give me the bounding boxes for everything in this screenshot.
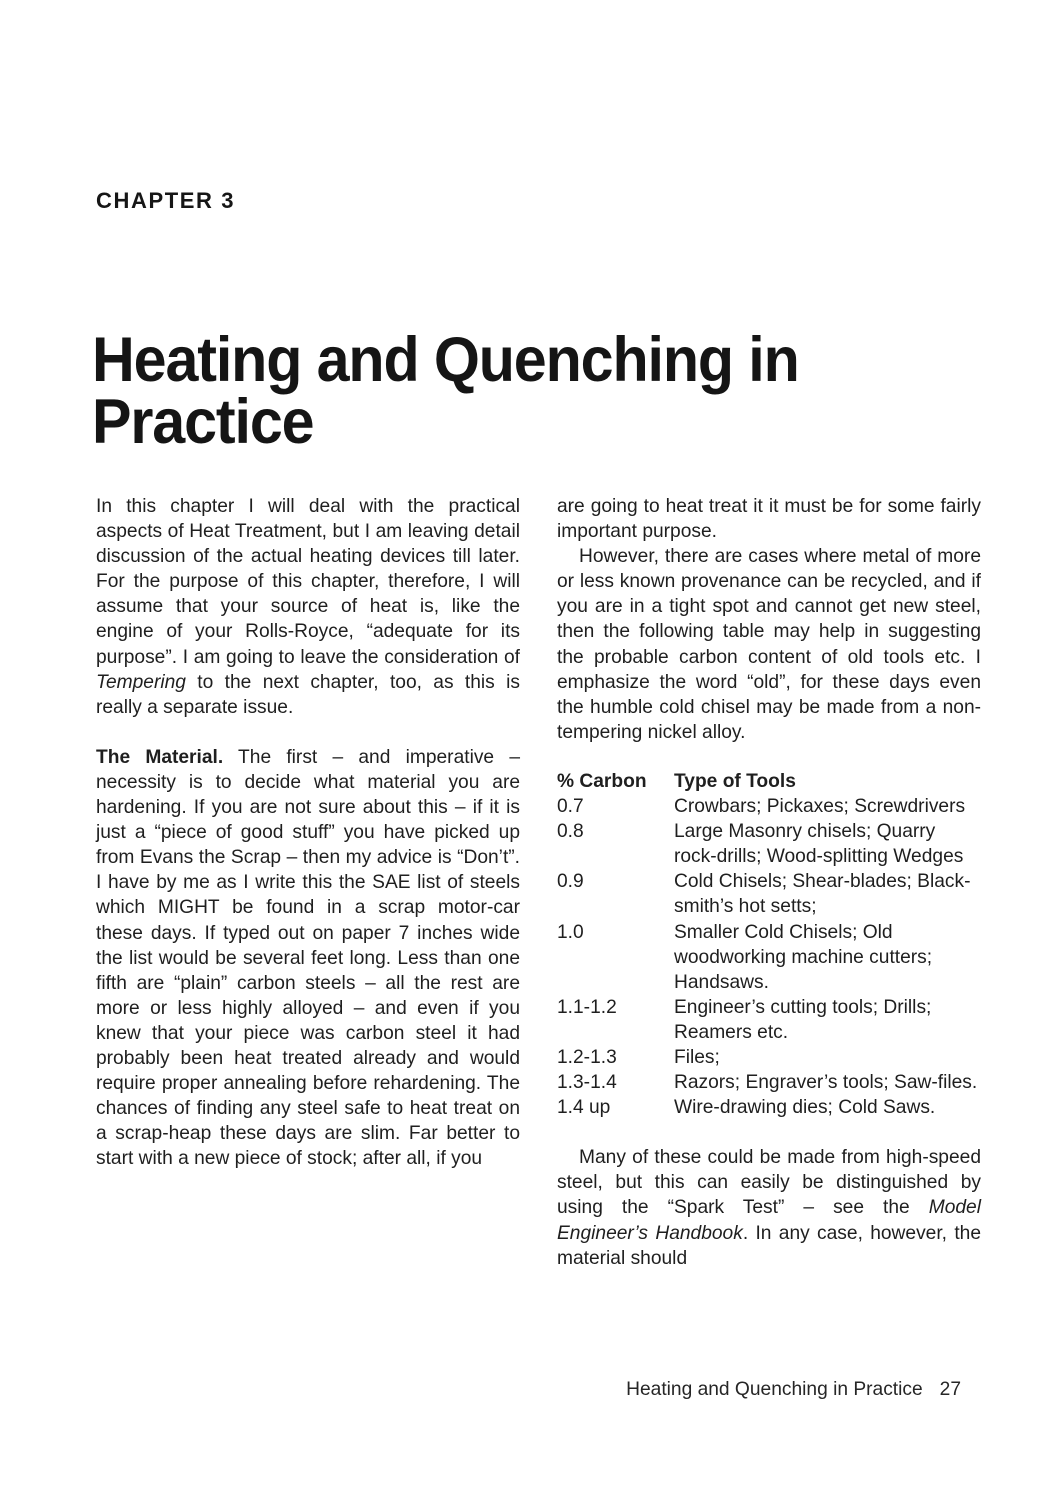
table-row bbox=[557, 794, 981, 819]
paragraph-the-material-text: The first – and imperative – necessity is to decide what material you are hardening. If you are not sure about this – if it is just a “piece of good stuff” you have picked up from Evans the Scrap – then my advice is “Don’t”. I have by me as I write this the SAE list of steels which MIGHT be found in a scrap motor-car these days. If typed out on paper 7 inches wide the list would be several feet long. Less than one fifth are “plain” carbon steels – all the rest are more or less highly alloyed – and even if you knew that your piece was carbon steel it had probably been heat treated already and would require proper annealing before rehardening. The chances of finding any steel safe to heat treat on a scrap-heap these days are slim. Far better to start with a new piece of stock; after all, if you bbox=[96, 746, 520, 1170]
footer-running-title: Heating and Quenching in Practice bbox=[626, 1379, 923, 1400]
paragraph-many-italic-book-title: Model Engineer’s Handbook bbox=[557, 1197, 981, 1244]
table-row bbox=[557, 1095, 981, 1120]
page-footer bbox=[0, 1378, 961, 1401]
table-row bbox=[557, 819, 981, 869]
paragraph-the-material bbox=[96, 745, 520, 1172]
paragraph-intro bbox=[96, 494, 520, 720]
table-cell-type-of-tools: Razors; Engraver’s tools; Saw-files. bbox=[674, 1072, 978, 1094]
table-row bbox=[557, 995, 981, 1045]
paragraph-continued: are going to heat treat it it must be for some fairly important purpose. bbox=[557, 496, 981, 543]
table-cell-percent-carbon: 0.7 bbox=[557, 796, 584, 818]
carbon-tools-table bbox=[557, 769, 981, 1120]
table-header-percent-carbon: % Carbon bbox=[557, 770, 647, 792]
table-cell-type-of-tools: Files; bbox=[674, 1046, 720, 1068]
paragraph-many-of-these bbox=[557, 1145, 981, 1270]
paragraph-many-text-b: . In any case, however, the material should bbox=[557, 1222, 981, 1269]
paragraph-the-material-lead: The Material. bbox=[96, 746, 224, 768]
table-header-type-of-tools: Type of Tools bbox=[674, 770, 796, 792]
table-cell-type-of-tools: Smaller Cold Chisels; Old woodworking machine cutters; Handsaws. bbox=[674, 921, 933, 993]
right-column bbox=[557, 494, 981, 1271]
table-cell-percent-carbon: 1.1-1.2 bbox=[557, 996, 617, 1018]
table-cell-type-of-tools: Large Masonry chisels; Quarry rock-drills; Wood-splitting Wedges bbox=[674, 821, 964, 868]
table-row bbox=[557, 1045, 981, 1070]
table-row bbox=[557, 869, 981, 919]
table-cell-percent-carbon: 1.3-1.4 bbox=[557, 1072, 617, 1094]
footer-page-number: 27 bbox=[939, 1379, 961, 1400]
left-column bbox=[96, 494, 520, 1171]
table-body bbox=[557, 794, 981, 1120]
table-cell-percent-carbon: 1.2-1.3 bbox=[557, 1046, 617, 1068]
table-cell-percent-carbon: 1.4 up bbox=[557, 1097, 611, 1119]
table-row bbox=[557, 1070, 981, 1095]
body-columns bbox=[96, 494, 981, 1294]
paragraph-many-text-a: Many of these could be made from high-speed steel, but this can easily be distinguished by using the “Spark Test” – see the bbox=[557, 1147, 981, 1219]
table-row bbox=[557, 920, 981, 995]
table-cell-percent-carbon: 0.9 bbox=[557, 871, 584, 893]
table-cell-type-of-tools: Engineer’s cutting tools; Drills; Reamers etc. bbox=[674, 996, 932, 1043]
page-title: Heating and Quenching in Practice bbox=[92, 325, 799, 457]
paragraph-however: However, there are cases where metal of more or less known provenance can be recycled, and if you are in a tight spot and cannot get new steel, then the following table may help in suggesting the probable carbon content of old tools etc. I emphasize the word “old”, for these days even the humble cold chisel may be made from a non-tempering nickel alloy. bbox=[557, 546, 981, 743]
table-cell-type-of-tools: Cold Chisels; Shear-blades; Black-smith’s hot setts; bbox=[674, 871, 971, 918]
table-header-row bbox=[557, 769, 981, 794]
table-cell-type-of-tools: Wire-drawing dies; Cold Saws. bbox=[674, 1097, 936, 1119]
paragraph-intro-text-a: In this chapter I will deal with the practical aspects of Heat Treatment, but I am leaving detail discussion of the actual heating devices till later. For the purpose of this chapter, therefore, I will assume that your source of heat is, like the engine of your Rolls-Royce, “adequate for its purpose”. I am going to leave the consideration of bbox=[96, 496, 520, 668]
paragraph-intro-italic-tempering: Tempering bbox=[96, 671, 186, 693]
table-cell-type-of-tools: Crowbars; Pickaxes; Screwdrivers bbox=[674, 796, 966, 818]
chapter-label: CHAPTER 3 bbox=[96, 188, 236, 213]
table-cell-percent-carbon: 1.0 bbox=[557, 921, 584, 943]
paragraph-intro-text-b: to the next chapter, too, as this is really a separate issue. bbox=[96, 671, 520, 718]
table-cell-percent-carbon: 0.8 bbox=[557, 821, 584, 843]
